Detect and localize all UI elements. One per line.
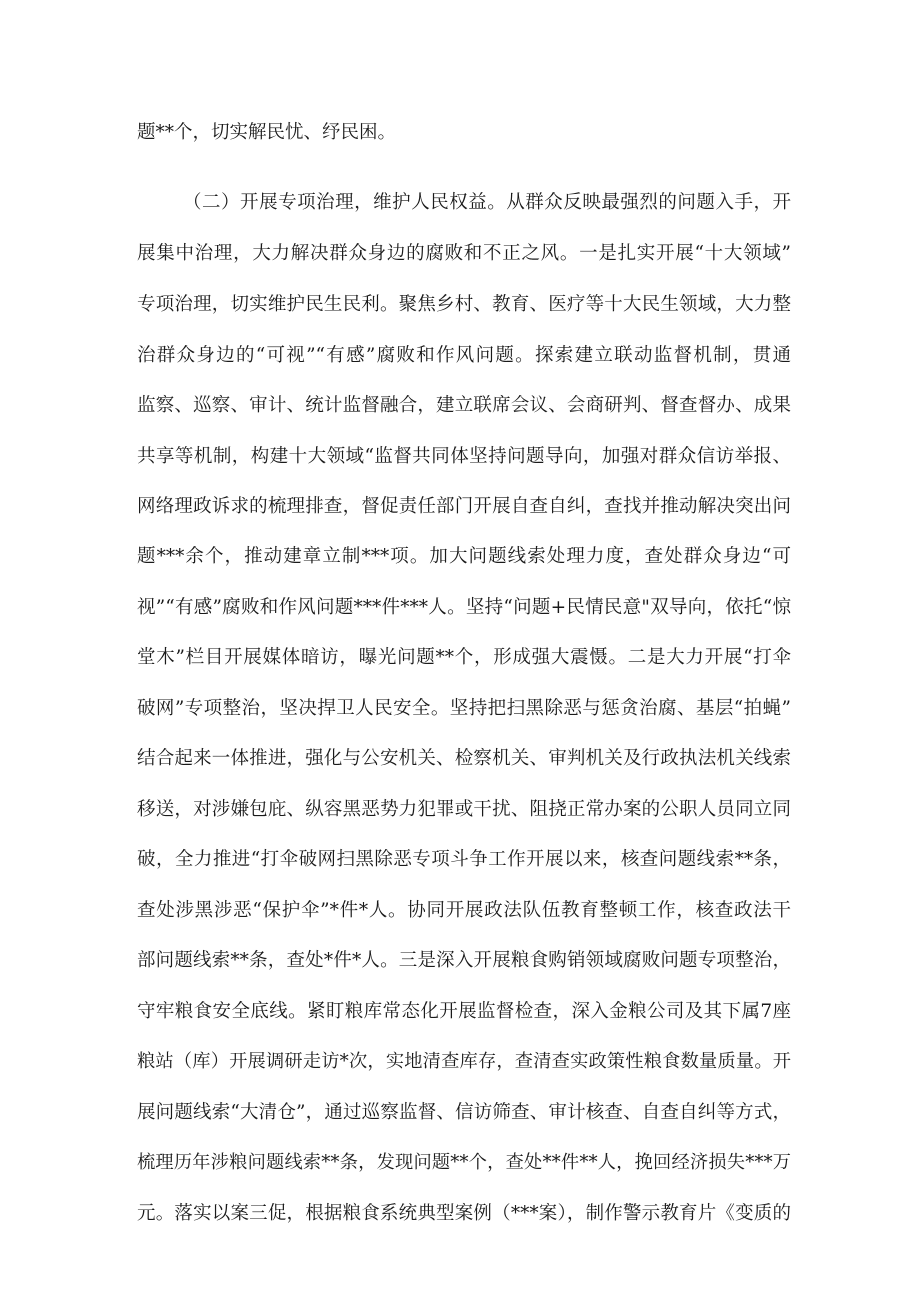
text-line-14: 移送，对涉嫌包庇、纵容黑恶势力犯罪或干扰、阻挠正常办案的公职人员同立同 <box>137 799 791 820</box>
text-line-4: 专项治理，切实维护民生民利。聚焦乡村、教育、医疗等十大民生领域，大力整 <box>137 294 791 315</box>
text-line-15: 破，全力推进“打伞破网扫黑除恶专项斗争工作开展以来，核查问题线索**条， <box>137 849 791 870</box>
text-line-3: 展集中治理，大力解决群众身边的腐败和不正之风。一是扎实开展“十大领域” <box>137 243 791 264</box>
text-line-9: 题***余个，推动建章立制***项。加大问题线索处理力度，查处群众身边“可 <box>137 546 791 567</box>
text-line-12: 破网”专项整治，坚决捍卫人民安全。坚持把扫黑除恶与惩贪治腐、基层“拍蝇” <box>137 698 791 719</box>
text-line-6: 监察、巡察、审计、统计监督融合，建立联席会议、会商研判、督查督办、成果 <box>137 395 791 416</box>
text-line-20: 展问题线索“大清仓”，通过巡察监督、信访筛查、审计核查、自查自纠等方式， <box>137 1102 791 1123</box>
text-line-10: 视”“有感”腐败和作风问题***件***人。坚持“问题+民情民意"双导向，依托“惊 <box>137 597 791 618</box>
text-line-11: 堂木”栏目开展媒体暗访，曝光问题**个，形成强大震慑。二是大力开展“打伞 <box>137 647 791 668</box>
text-line-21: 梳理历年涉粮问题线索**条，发现问题**个，查处**件**人，挽回经济损失***万 <box>137 1152 791 1173</box>
text-line-18: 守牢粮食安全底线。紧盯粮库常态化开展监督检查，深入金粮公司及其下属7座 <box>137 1001 791 1022</box>
text-line-8: 网络理政诉求的梳理排查，督促责任部门开展自查自纠，查找并推动解决突出问 <box>137 496 791 517</box>
text-line-5: 治群众身边的“可视”“有感”腐败和作风问题。探索建立联动监督机制，贯通 <box>137 345 791 366</box>
text-line-13: 结合起来一体推进，强化与公安机关、检察机关、审判机关及行政执法机关线索 <box>137 748 791 769</box>
text-line-19: 粮站（库）开展调研走访*次，实地清查库存，查清查实政策性粮食数量质量。开 <box>137 1051 791 1072</box>
section-heading-line: （二）开展专项治理，维护人民权益。从群众反映最强烈的问题入手，开 <box>183 192 791 213</box>
text-line-1: 题**个，切实解民忧、纾民困。 <box>137 122 397 143</box>
text-line-17: 部问题线索**条，查处*件*人。三是深入开展粮食购销领域腐败问题专项整治， <box>137 950 791 971</box>
text-line-7: 共享等机制，构建十大领域“监督共同体坚持问题导向，加强对群众信访举报、 <box>137 446 791 467</box>
text-line-22: 元。落实以案三促，根据粮食系统典型案例（***案），制作警示教育片《变质的 <box>137 1203 791 1224</box>
text-line-16: 查处涉黑涉恶“保护伞”*件*人。协同开展政法队伍教育整顿工作，核查政法干 <box>137 900 791 921</box>
